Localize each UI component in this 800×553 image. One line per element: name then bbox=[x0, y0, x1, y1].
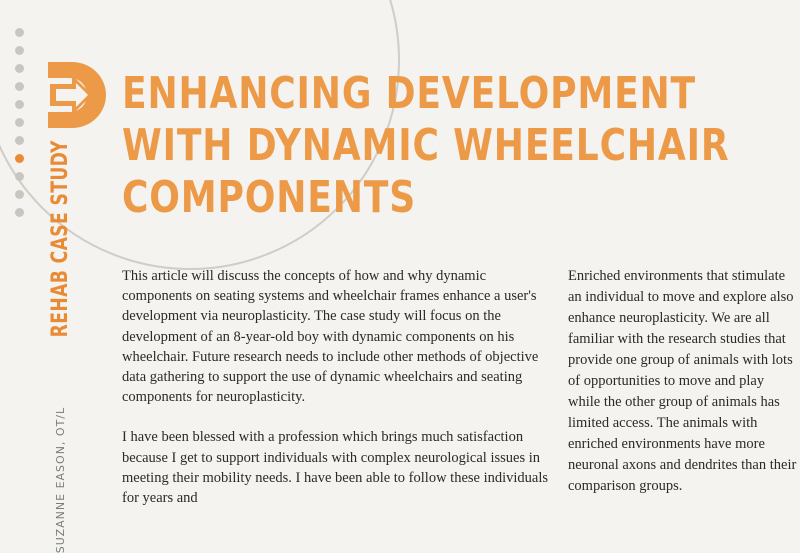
body-column-right bbox=[568, 266, 798, 497]
article-title bbox=[122, 68, 778, 224]
paragraph-enriched: Enriched environments that stimulate an individual to move and explore also enhance neuroplasticity. We are all familiar with the research studies that provide one group of animals with lots of opportunities to move and play while the other group of animals has limited access. The animals with enriched environments have more neuronal axons and dendrites than their comparison groups. bbox=[568, 268, 797, 494]
progress-dot bbox=[15, 82, 24, 91]
author-byline: SUZANNE EASON, OT/L bbox=[53, 406, 67, 553]
sidebar-vertical-label bbox=[44, 140, 76, 553]
progress-dots bbox=[12, 28, 26, 226]
progress-dot bbox=[15, 64, 24, 73]
paragraph-second: I have been blessed with a profession which brings much satisfaction because I get to support individuals with complex neurological issues in meeting their mobility needs. I have been able to follow these individuals for years and bbox=[122, 429, 549, 507]
progress-dot bbox=[15, 136, 24, 145]
progress-dot bbox=[15, 172, 24, 181]
arrow-right-logo-icon bbox=[48, 62, 106, 128]
progress-dot bbox=[15, 208, 24, 217]
title-line-2: WITH DYNAMIC WHEELCHAIR bbox=[122, 120, 730, 171]
title-line-3: COMPONENTS bbox=[122, 172, 417, 223]
progress-dot bbox=[15, 46, 24, 55]
progress-dot bbox=[15, 118, 24, 127]
progress-dot bbox=[15, 100, 24, 109]
body-column-left bbox=[122, 266, 552, 528]
progress-dot bbox=[15, 28, 24, 37]
progress-dot-active bbox=[15, 154, 24, 163]
series-label: REHAB CASE STUDY bbox=[47, 140, 73, 338]
progress-dot bbox=[15, 190, 24, 199]
title-line-1: ENHANCING DEVELOPMENT bbox=[122, 68, 696, 119]
paragraph-intro: This article will discuss the concepts of how and why dynamic components on seating systems and wheelchair frames enhance a user's development via neuroplasticity. The case study will focus on the development of an 8-year-old boy with dynamic components on his wheelchair. Future research needs to include other methods of objective data gathering to support the use of dynamic wheelchairs and seating components for neuroplasticity. bbox=[122, 268, 539, 406]
